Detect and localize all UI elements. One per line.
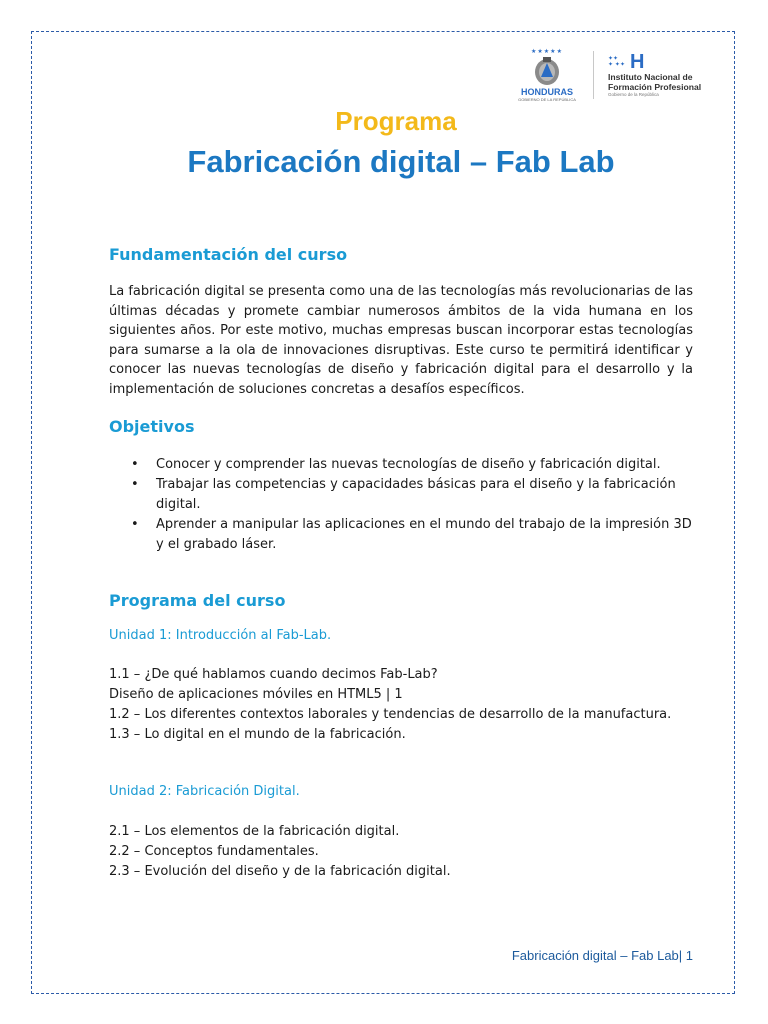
infop-subtitle: Gobierno de la República [608,92,659,97]
infop-line1: Instituto Nacional de [608,72,693,82]
unit-2-title: Unidad 2: Fabricación Digital. [109,784,300,799]
bullet-icon: • [131,477,139,492]
topic-line: 2.2 – Conceptos fundamentales. [109,844,319,859]
header-logos [515,44,728,106]
section-heading-objetivos: Objetivos [109,417,195,436]
objetivos-list [127,455,697,555]
infop-logo [608,52,728,98]
infop-line2: Formación Profesional [608,82,702,92]
honduras-wordmark: HONDURAS [520,87,573,97]
infop-stars-icon: ✦✦ ✦ ✦✦ [608,55,625,68]
fundamentacion-paragraph: La fabricación digital se presenta como una de las tecnologías más revolucionarias de las últimas décadas y promete cambiar numerosos ámbitos de la vida humana en los siguientes años. Por este motivo, muchas empresas buscan incorporar estas tecnologías para sumarse a la ola de innovaciones disruptivas. Este curso te permitirá identificar y conocer las nuevas tecnologías de diseño y fabricación digital para el desarrollo y la implementación de soluciones concretas a desafíos específicos. [109,284,693,397]
unit-1-lines [109,665,699,745]
unit-2-lines [109,822,699,882]
list-item-text: Conocer y comprender las nuevas tecnologías de diseño y fabricación digital. [156,457,661,472]
title-kicker: Programa [335,106,457,136]
stars-icon: ★★★★★ [531,48,563,55]
page-title: Fabricación digital – Fab Lab [187,144,615,179]
list-item-text: Trabajar las competencias y capacidades básicas para el diseño y la fabricación digital. [156,477,676,512]
list-item [127,515,697,555]
list-item-text: Aprender a manipular las aplicaciones en el mundo del trabajo de la impresión 3D y el grabado láser. [156,517,692,552]
list-item [127,475,697,515]
honduras-subtitle: GOBIERNO DE LA REPÚBLICA [518,97,576,102]
infop-mark [608,52,728,72]
topic-line: 1.2 – Los diferentes contextos laborales y tendencias de desarrollo de la manufactura. [109,707,672,722]
topic-line: 1.3 – Lo digital en el mundo de la fabricación. [109,727,406,742]
bullet-icon: • [131,457,139,472]
topic-line: 2.1 – Los elementos de la fabricación digital. [109,824,400,839]
logo-divider [593,51,594,99]
page-footer: Fabricación digital – Fab Lab| 1 [511,948,693,963]
infop-letter: H [630,51,645,73]
topic-line: Diseño de aplicaciones móviles en HTML5 | 1 [109,687,403,702]
coat-of-arms-icon [532,55,562,87]
section-heading-fundamentacion: Fundamentación del curso [109,245,348,264]
bullet-icon: • [131,517,139,532]
list-item [127,455,697,475]
unit-1-title: Unidad 1: Introducción al Fab-Lab. [109,628,332,643]
topic-line: 1.1 – ¿De qué hablamos cuando decimos Fab-Lab? [109,667,438,682]
section-heading-programa: Programa del curso [109,591,286,610]
topic-line: 2.3 – Evolución del diseño y de la fabricación digital. [109,864,451,879]
honduras-logo [515,48,579,102]
